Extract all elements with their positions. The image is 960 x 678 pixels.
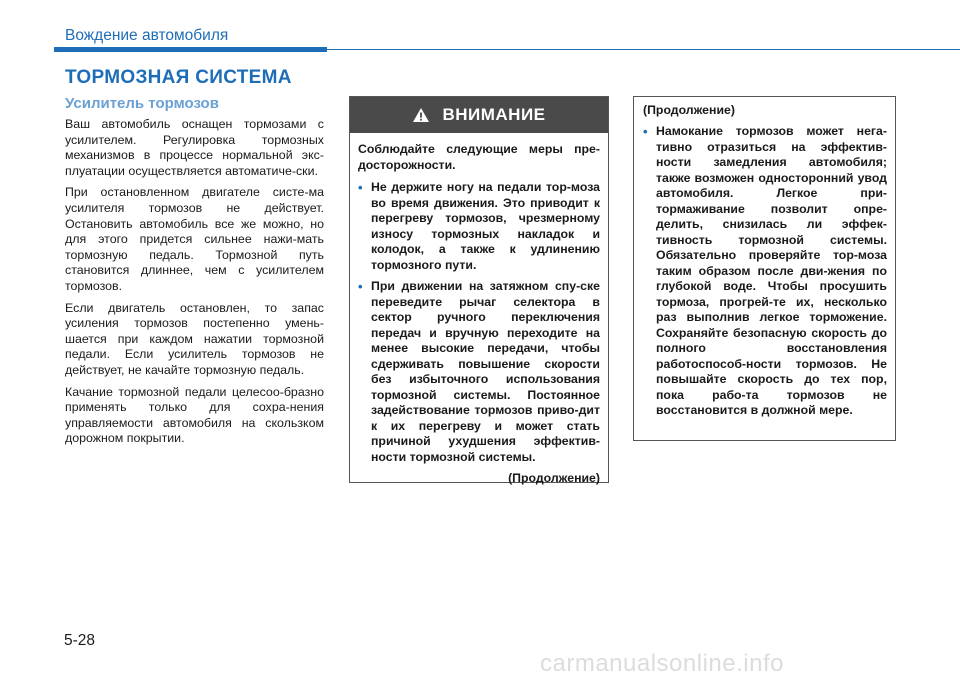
warning-intro: Соблюдайте следующие меры пре-досторожности.: [358, 142, 600, 172]
warning-bullet-text: Не держите ногу на педали тор-моза во время движения. Это приводит к перегреву тормозов, чрезмерному износу тормозных накладок и колодок, а также к удлинению тормозного пути.: [371, 180, 600, 272]
continued-label: (Продолжение): [508, 471, 600, 485]
bullet-icon: •: [358, 180, 363, 195]
page-title: ТОРМОЗНАЯ СИСТЕМА: [65, 67, 292, 88]
warning-box: [349, 96, 609, 483]
bullet-icon: •: [358, 279, 363, 294]
warning-bullet: [358, 180, 600, 273]
bullet-icon: •: [643, 124, 648, 139]
warning-triangle-icon: [412, 107, 430, 123]
page-number: 5-28: [64, 632, 96, 649]
paragraph: При остановленном двигателе систе-ма усилителя тормозов не действует. Остановить автомобиль все же можно, но для этого придется сильнее нажи-мать тормозную педаль. Тормозной путь становится длиннее, чем с усилителем тормозов.: [65, 185, 324, 293]
continuation-label: (Продолжение): [643, 103, 735, 117]
body-text: [65, 117, 324, 453]
paragraph: Ваш автомобиль оснащен тормозами с усилителем. Регулировка тормозных механизмов в процессе нормальной экс-плуатации осуществляется автоматиче-ски.: [65, 117, 324, 178]
section-header: Вождение автомобиля: [65, 27, 229, 44]
warning-title: ВНИМАНИЕ: [442, 105, 546, 124]
warning-header: [350, 97, 608, 133]
header-rule-thin: [327, 49, 960, 50]
watermark: carmanualsonline.info: [540, 650, 784, 677]
section-subtitle: Усилитель тормозов: [65, 95, 219, 112]
continuation-bullet: [643, 124, 887, 419]
warning-bullet: [358, 279, 600, 465]
paragraph: Если двигатель остановлен, то запас усиления тормозов постепенно умень-шается при каждом нажатии тормозной педали. Если усилитель тормозов не действует, не качайте тормозную педаль.: [65, 300, 324, 377]
warning-bullet-text: При движении на затяжном спу-ске переведите рычаг селектора в сектор ручного переключения передач и вручную переходите на менее высокие передачи, чтобы сдерживать повышение скорости без избыточного использования тормозной системы. Постоянное задействование тормозов приво-дит к их перегреву и может стать причиной ухудшения эффектив-ности тормозной системы.: [371, 279, 600, 464]
paragraph: Качание тормозной педали целесоо-бразно применять только для сохра-нения управляемости автомобиля на скользком дорожном покрытии.: [65, 384, 324, 446]
header-rule-thick: [54, 47, 327, 52]
continuation-box: [633, 96, 896, 441]
continuation-bullet-text: Намокание тормозов может нега-тивно отразиться на эффектив-ности замедления автомобиля; также возможен односторонний увод автомобиля. Легкое при-тормаживание позволит опре-делить, снизилась ли эффек-тивность тормозной системы. Обязательно проверяйте тор-моза таким образом после дви-жения по глубокой воде. Чтобы просушить тормоза, прогрей-те их, несколько раз выполнив легкое торможение. Сохраняйте безопасную скорость до полного восстановления работоспособ-ности тормозов. Не повышайте скорость до тех пор, пока рабо-та тормозов не восстановится в должной мере.: [656, 124, 887, 417]
